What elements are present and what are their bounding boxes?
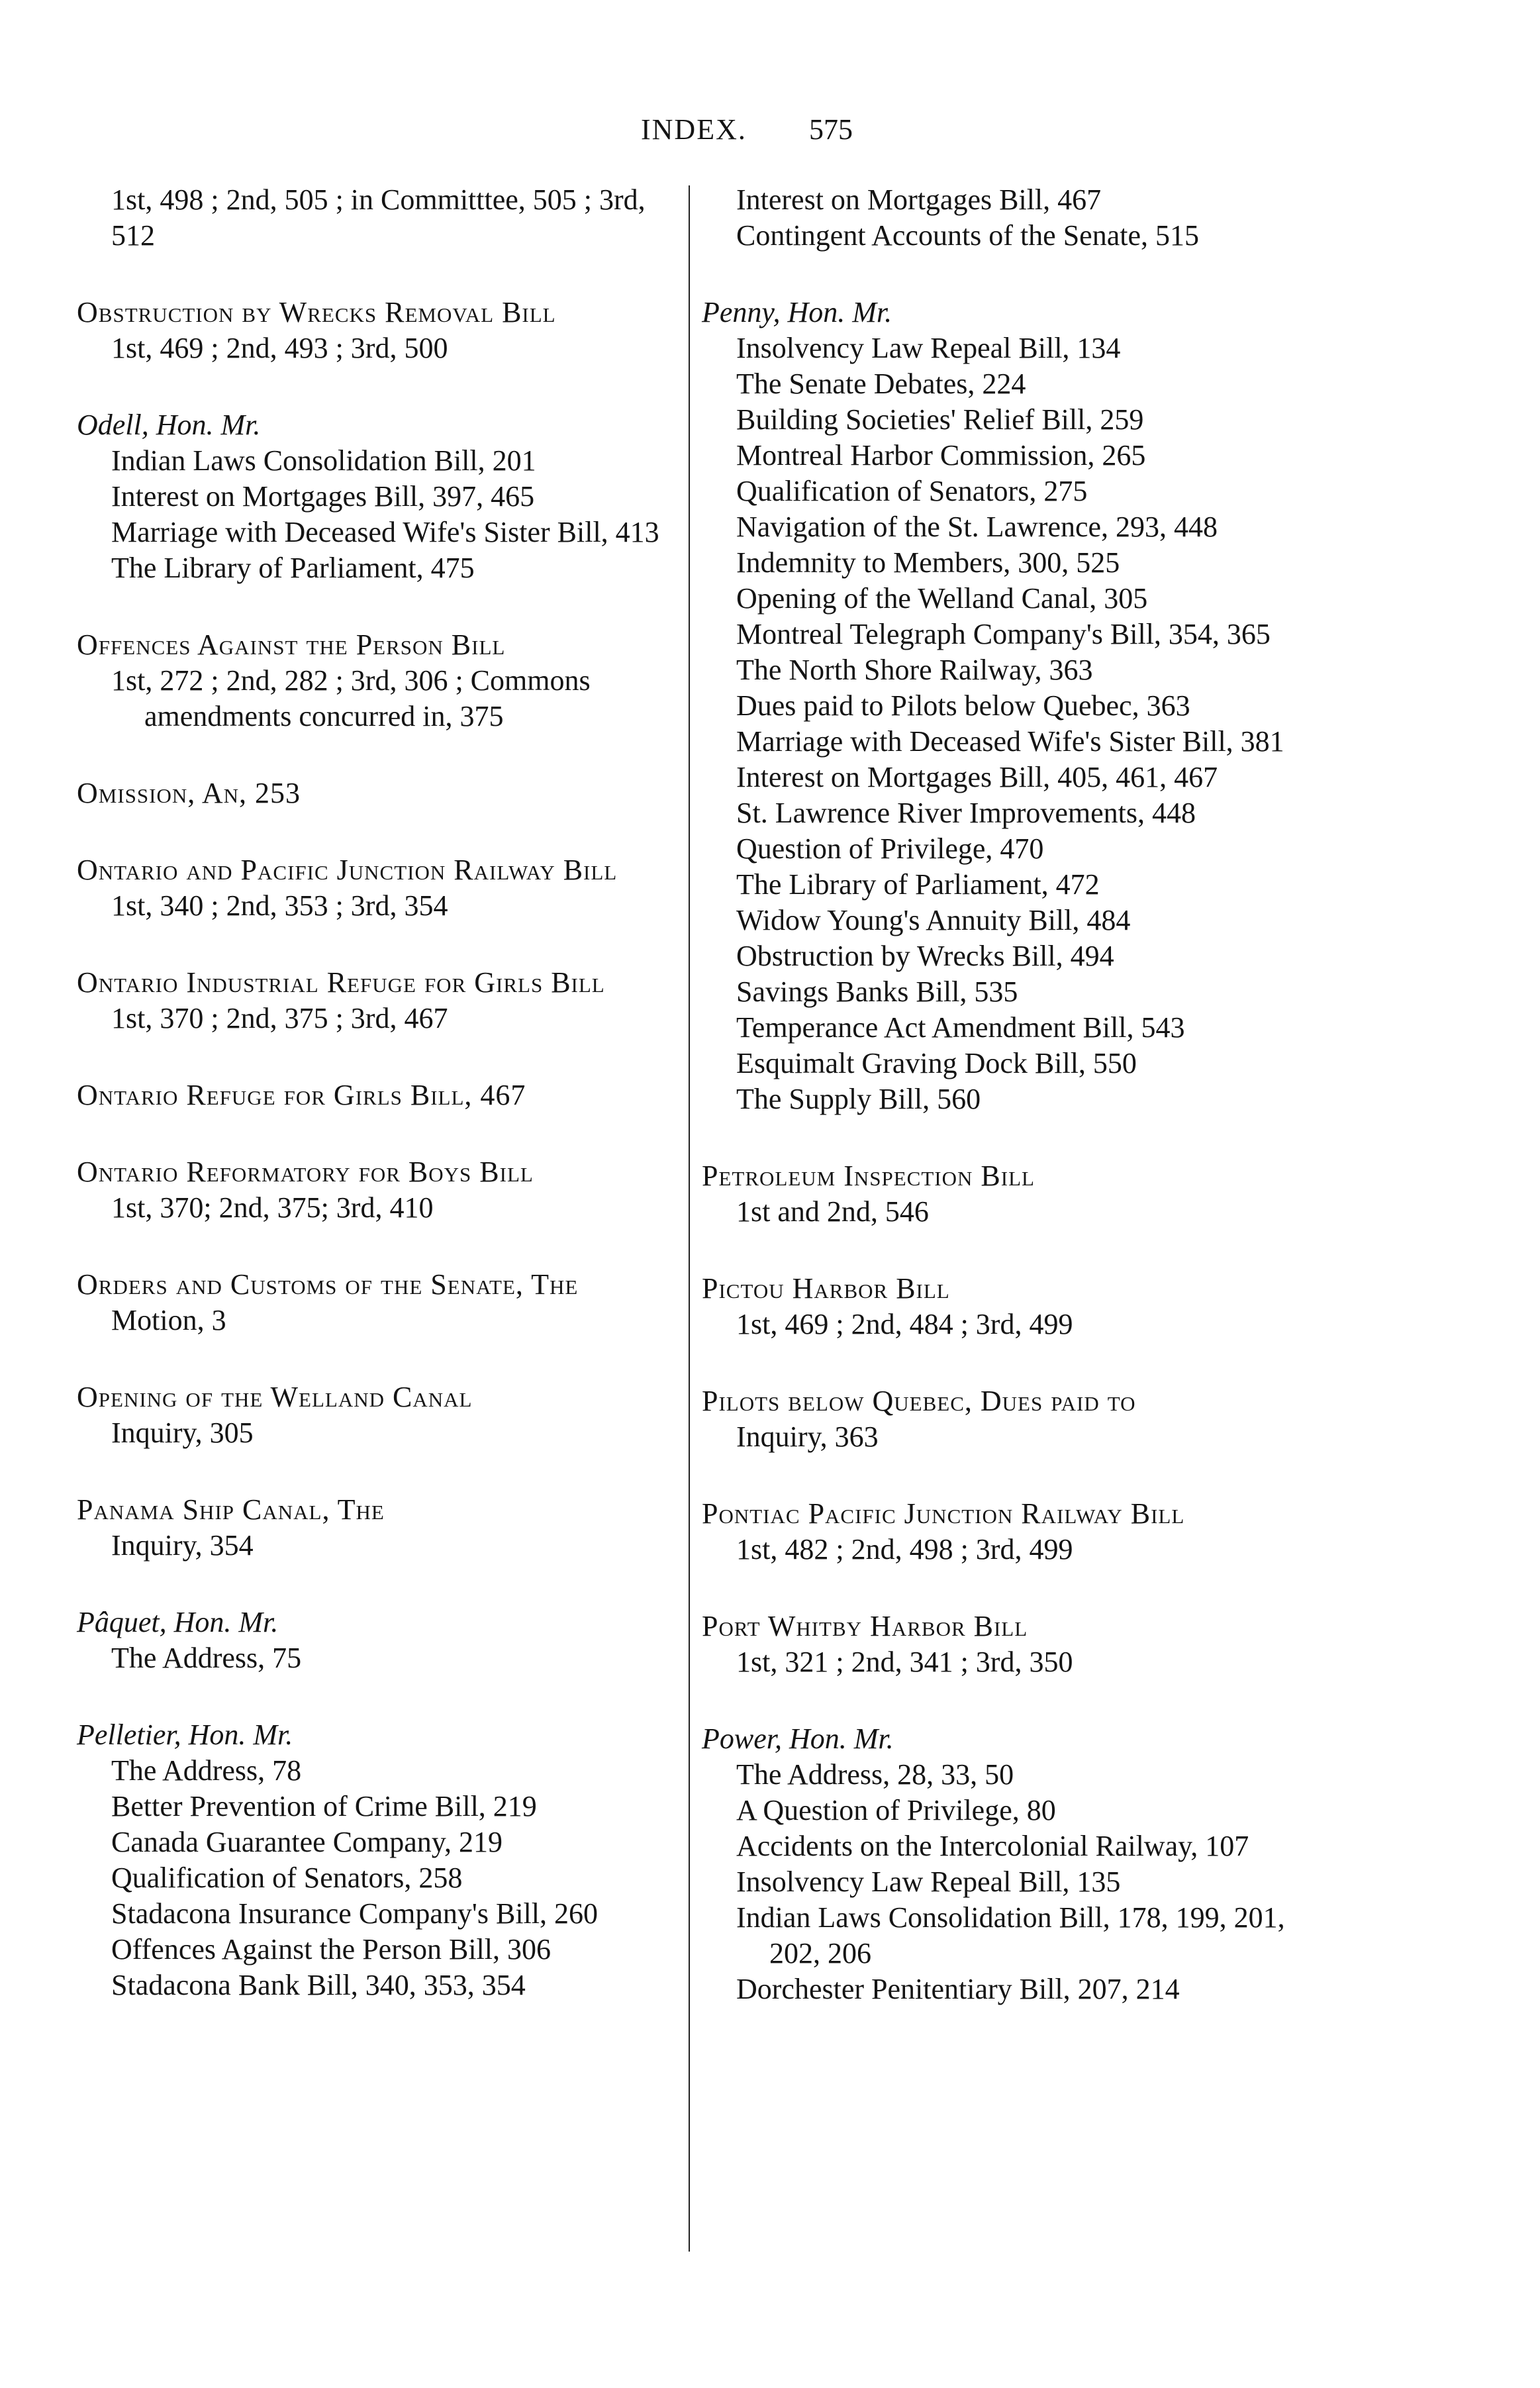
index-entry <box>702 295 1318 1117</box>
index-heading: Pictou Harbor Bill <box>702 1272 950 1305</box>
index-heading: Pilots below Quebec, Dues paid to <box>702 1385 1136 1417</box>
index-heading: Pelletier, Hon. Mr. <box>77 1718 293 1751</box>
column-divider <box>689 185 690 2252</box>
index-subentry: Insolvency Law Repeal Bill, 134 <box>736 332 1121 364</box>
index-entry <box>77 1605 678 1676</box>
index-subentry: 1st and 2nd, 546 <box>736 1195 929 1228</box>
index-entry <box>77 852 678 924</box>
index-subentry: Widow Young's Annuity Bill, 484 <box>736 904 1131 936</box>
index-entry <box>77 1717 678 2003</box>
index-entry <box>77 407 678 586</box>
index-heading: Offences Against the Person Bill <box>77 628 506 661</box>
index-subentry: The Senate Debates, 224 <box>736 368 1026 400</box>
index-entry <box>702 1383 1318 1455</box>
page-title: INDEX. <box>641 113 747 146</box>
index-heading: Obstruction by Wrecks Removal Bill <box>77 296 556 328</box>
index-subentry: Inquiry, 305 <box>111 1417 254 1449</box>
index-subentry: Interest on Mortgages Bill, 405, 461, 467 <box>736 761 1218 793</box>
index-entry <box>77 1154 678 1226</box>
index-subentry: Canada Guarantee Company, 219 <box>111 1826 503 1858</box>
index-heading: Ontario Reformatory for Boys Bill <box>77 1156 534 1188</box>
index-subentry: Interest on Mortgages Bill, 467 <box>736 183 1102 216</box>
index-subentry: Motion, 3 <box>111 1304 226 1336</box>
index-subentry: Inquiry, 363 <box>736 1420 879 1453</box>
index-subentry: Indian Laws Consolidation Bill, 178, 199, 201, 202, 206 <box>736 1901 1285 1969</box>
index-subentry: 1st, 498 ; 2nd, 505 ; in Committtee, 505 ; 3rd, 512 <box>111 183 646 252</box>
index-subentry: Stadacona Insurance Company's Bill, 260 <box>111 1897 599 1930</box>
index-entry <box>702 1271 1318 1342</box>
index-subentry: Montreal Telegraph Company's Bill, 354, 365 <box>736 618 1271 650</box>
index-heading: Omission, An, 253 <box>77 777 301 809</box>
index-entry <box>77 1379 678 1451</box>
index-subentry: 1st, 469 ; 2nd, 484 ; 3rd, 499 <box>736 1308 1073 1340</box>
index-entry <box>702 1721 1318 2007</box>
index-subentry: Indian Laws Consolidation Bill, 201 <box>111 444 536 477</box>
index-subentry: St. Lawrence River Improvements, 448 <box>736 797 1196 829</box>
index-subentry: A Question of Privilege, 80 <box>736 1794 1056 1826</box>
index-heading: Pontiac Pacific Junction Railway Bill <box>702 1497 1185 1530</box>
index-subentry: The Address, 28, 33, 50 <box>736 1758 1014 1791</box>
index-subentry: Dues paid to Pilots below Quebec, 363 <box>736 689 1190 722</box>
index-heading: Pâquet, Hon. Mr. <box>77 1606 279 1638</box>
page-header <box>0 113 1540 159</box>
index-heading: Ontario Industrial Refuge for Girls Bill <box>77 966 605 999</box>
index-subentry: The Address, 78 <box>111 1754 302 1787</box>
index-entry <box>77 627 678 734</box>
index-subentry: Obstruction by Wrecks Bill, 494 <box>736 940 1114 972</box>
index-subentry: The Address, 75 <box>111 1642 302 1674</box>
index-entry <box>77 295 678 366</box>
index-entry <box>702 1496 1318 1567</box>
index-subentry: The Library of Parliament, 475 <box>111 552 475 584</box>
index-subentry: Opening of the Welland Canal, 305 <box>736 582 1148 615</box>
index-subentry: 1st, 370 ; 2nd, 375 ; 3rd, 467 <box>111 1002 448 1034</box>
index-subentry: 1st, 340 ; 2nd, 353 ; 3rd, 354 <box>111 889 448 922</box>
index-subentry: Indemnity to Members, 300, 525 <box>736 546 1120 579</box>
index-subentry: Navigation of the St. Lawrence, 293, 448 <box>736 511 1218 543</box>
index-subentry: Qualification of Senators, 275 <box>736 475 1088 507</box>
left-column <box>77 182 678 2044</box>
index-heading: Orders and Customs of the Senate, The <box>77 1268 579 1301</box>
index-heading: Port Whitby Harbor Bill <box>702 1610 1028 1642</box>
index-subentry: Better Prevention of Crime Bill, 219 <box>111 1790 537 1822</box>
index-entry <box>702 1609 1318 1680</box>
index-subentry: Marriage with Deceased Wife's Sister Bill, 381 <box>736 725 1284 758</box>
index-subentry: Dorchester Penitentiary Bill, 207, 214 <box>736 1973 1180 2005</box>
index-subentry: Marriage with Deceased Wife's Sister Bill, 413 <box>111 516 659 548</box>
index-subentry: Accidents on the Intercolonial Railway, 107 <box>736 1830 1249 1862</box>
index-subentry: Building Societies' Relief Bill, 259 <box>736 403 1144 436</box>
index-subentry: Montreal Harbor Commission, 265 <box>736 439 1146 472</box>
page-number: 575 <box>809 113 853 146</box>
index-heading: Ontario Refuge for Girls Bill, 467 <box>77 1079 526 1111</box>
index-subentry: Offences Against the Person Bill, 306 <box>111 1933 551 1965</box>
index-heading: Penny, Hon. Mr. <box>702 296 892 328</box>
index-entry <box>77 1077 678 1113</box>
index-heading: Odell, Hon. Mr. <box>77 409 261 441</box>
index-entry <box>77 1492 678 1564</box>
index-heading: Panama Ship Canal, The <box>77 1493 385 1526</box>
right-column <box>702 182 1318 2048</box>
index-subentry: 1st, 469 ; 2nd, 493 ; 3rd, 500 <box>111 332 448 364</box>
index-heading: Petroleum Inspection Bill <box>702 1160 1035 1192</box>
index-subentry: 1st, 272 ; 2nd, 282 ; 3rd, 306 ; Commons amendments concurred in, 375 <box>111 664 591 732</box>
index-subentry: The Supply Bill, 560 <box>736 1083 981 1115</box>
index-entry <box>77 182 678 254</box>
index-subentry: The North Shore Railway, 363 <box>736 654 1093 686</box>
index-heading: Ontario and Pacific Junction Railway Bill <box>77 854 618 886</box>
index-entry <box>702 1158 1318 1230</box>
index-subentry: The Library of Parliament, 472 <box>736 868 1100 901</box>
index-subentry: Interest on Mortgages Bill, 397, 465 <box>111 480 535 513</box>
index-subentry: Temperance Act Amendment Bill, 543 <box>736 1011 1185 1044</box>
index-subentry: Insolvency Law Repeal Bill, 135 <box>736 1866 1121 1898</box>
index-subentry: 1st, 321 ; 2nd, 341 ; 3rd, 350 <box>736 1646 1073 1678</box>
index-heading: Power, Hon. Mr. <box>702 1722 894 1755</box>
index-entry <box>77 965 678 1036</box>
index-entry <box>702 182 1318 254</box>
index-subentry: Qualification of Senators, 258 <box>111 1862 463 1894</box>
index-subentry: Contingent Accounts of the Senate, 515 <box>736 219 1199 252</box>
index-subentry: 1st, 482 ; 2nd, 498 ; 3rd, 499 <box>736 1533 1073 1566</box>
index-heading: Opening of the Welland Canal <box>77 1381 473 1413</box>
index-subentry: Esquimalt Graving Dock Bill, 550 <box>736 1047 1137 1079</box>
index-subentry: 1st, 370; 2nd, 375; 3rd, 410 <box>111 1191 434 1224</box>
index-subentry: Stadacona Bank Bill, 340, 353, 354 <box>111 1969 526 2001</box>
index-subentry: Question of Privilege, 470 <box>736 832 1044 865</box>
index-subentry: Savings Banks Bill, 535 <box>736 975 1018 1008</box>
index-entry <box>77 775 678 811</box>
index-entry <box>77 1267 678 1338</box>
index-subentry: Inquiry, 354 <box>111 1529 254 1562</box>
